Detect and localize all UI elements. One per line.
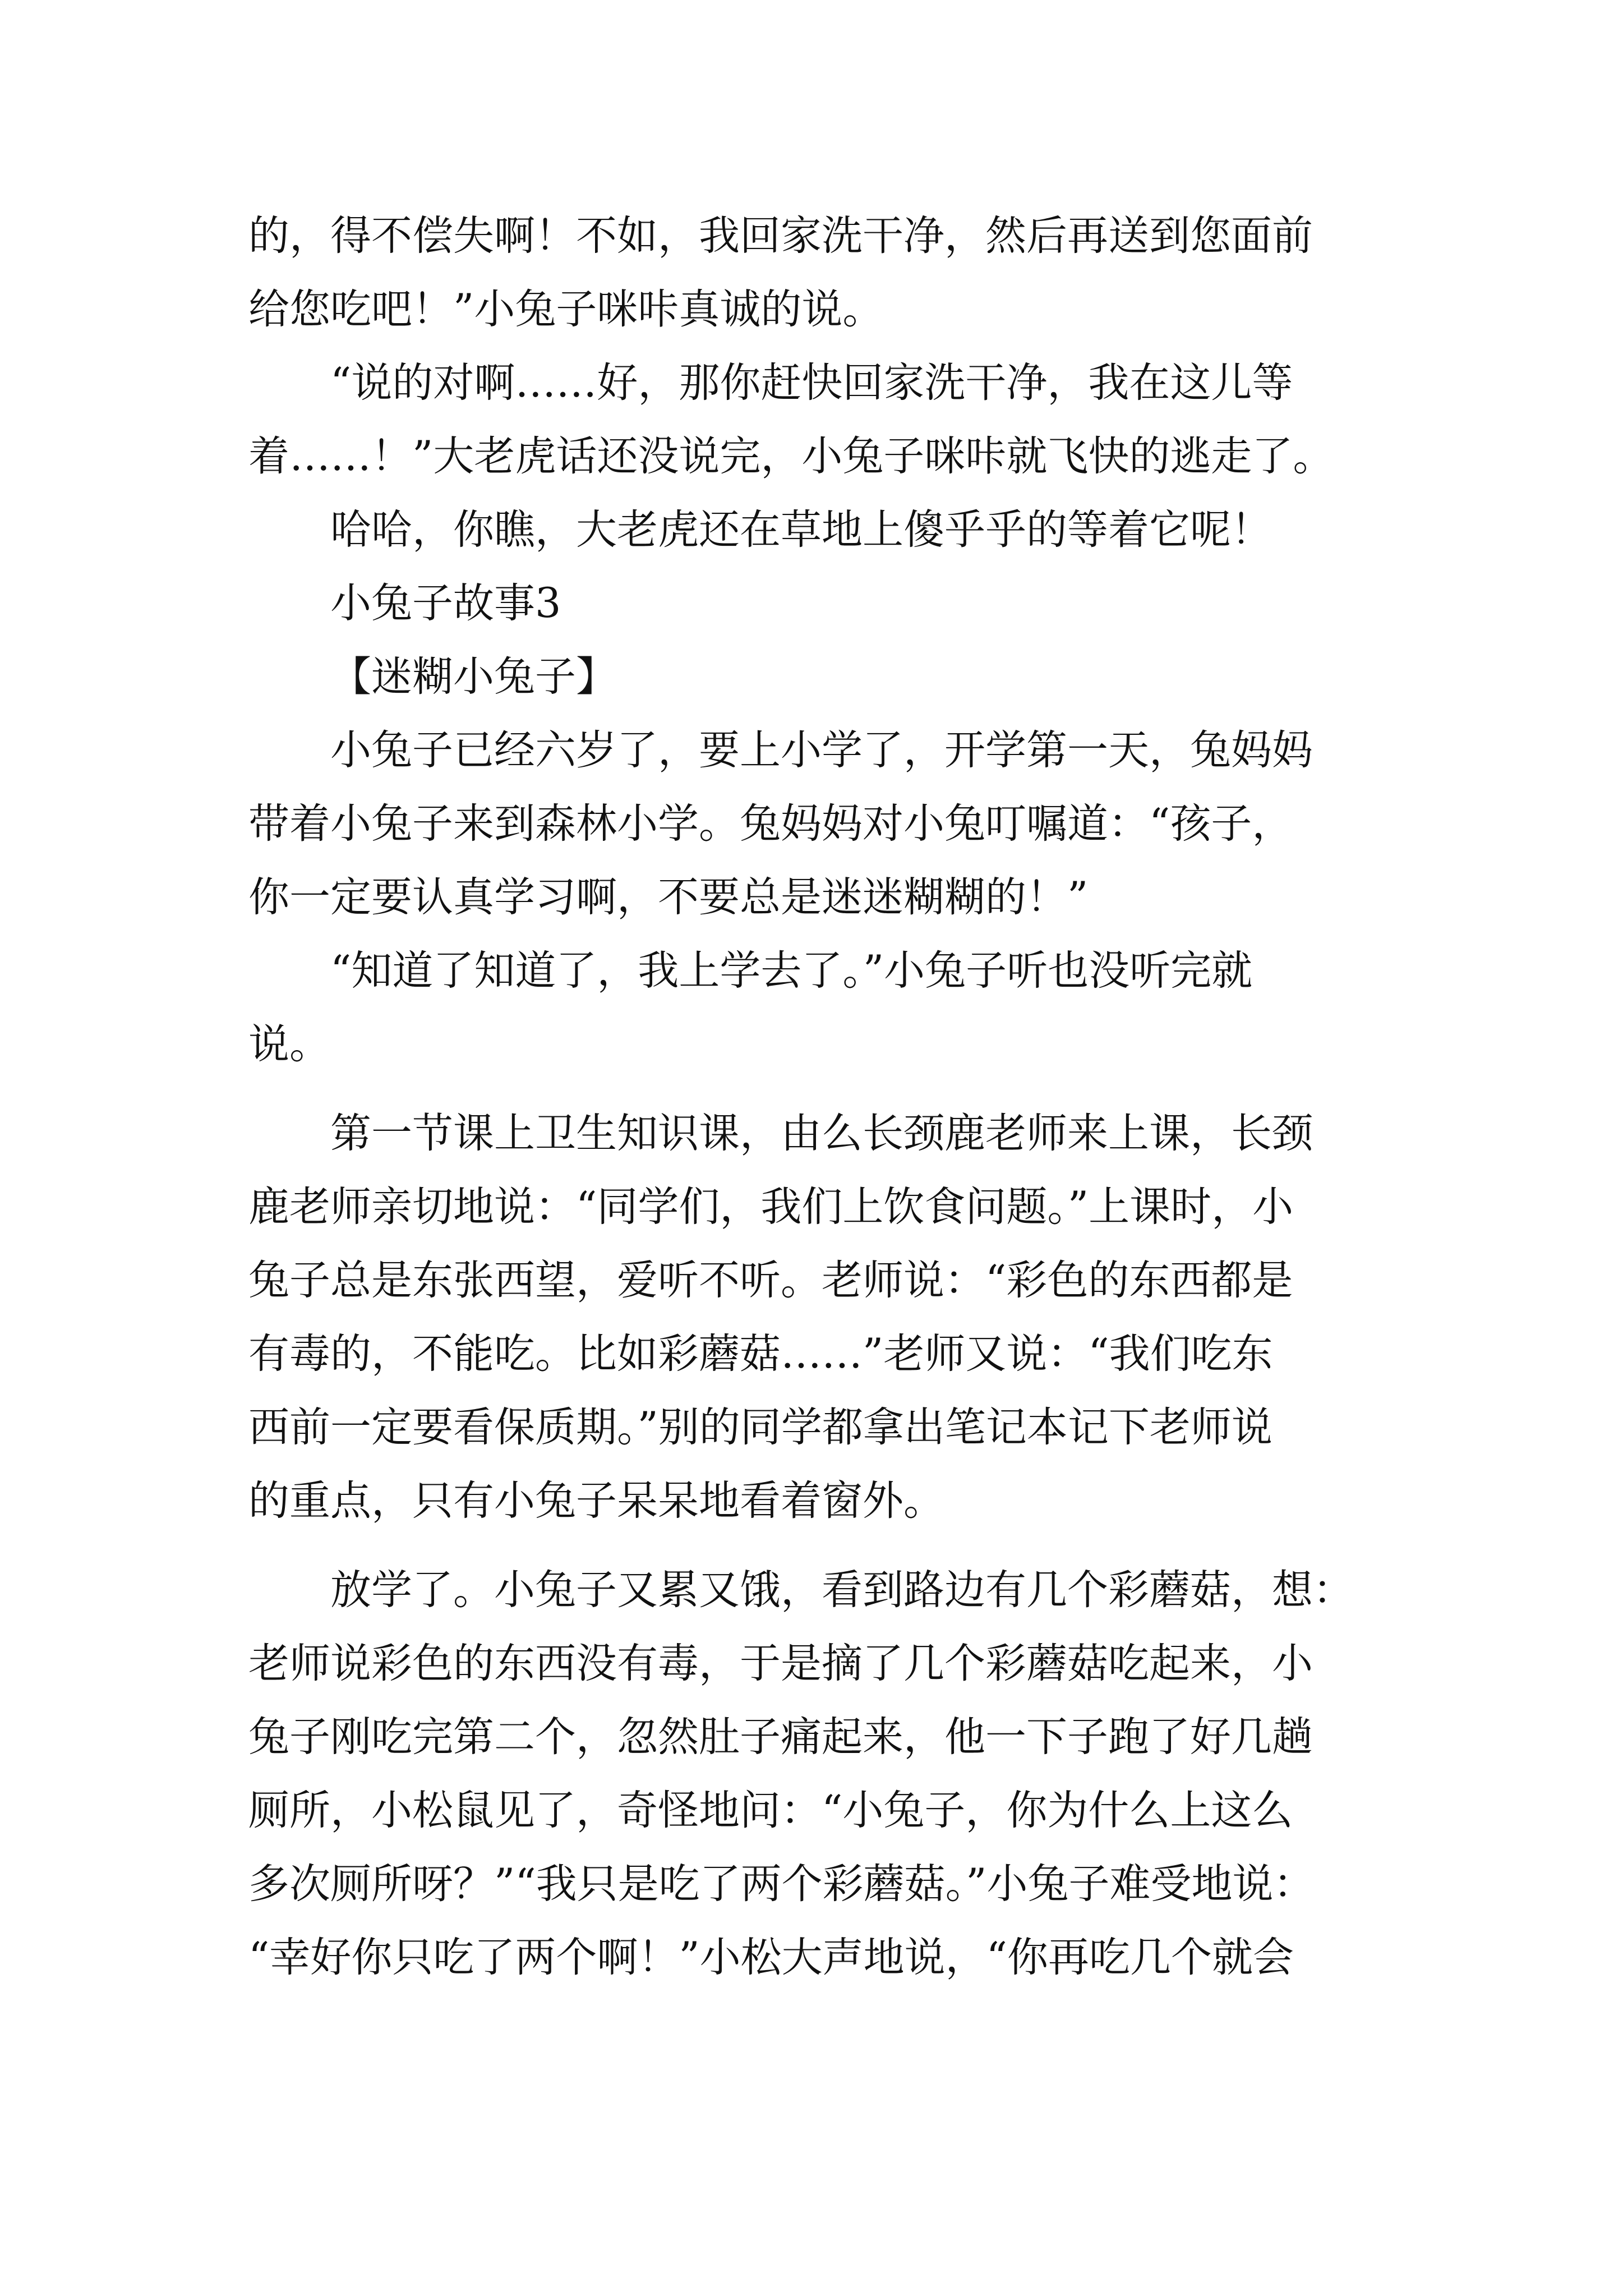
text-line: 兔子刚吃完第二个，忽然肚子痛起来，他一下子跑了好几趟 bbox=[248, 1713, 1313, 1761]
paragraph-1 bbox=[248, 199, 1404, 346]
text-line: 的重点，只有小兔子呆呆地看着窗外。 bbox=[248, 1477, 944, 1525]
text-line: 着……！”大老虎话还没说完，小兔子咪咔就飞快的逃走了。 bbox=[248, 432, 1334, 480]
text-line: 小兔子故事3 bbox=[330, 579, 561, 627]
text-line: 【迷糊小兔子】 bbox=[330, 653, 617, 701]
text-line: “幸好你只吃了两个啊！”小松大声地说，“你再吃几个就会 bbox=[248, 1934, 1294, 1981]
text-line: 的，得不偿失啊！不如，我回家洗干净，然后再送到您面前 bbox=[248, 212, 1313, 260]
text-line: 西前一定要看保质期。”别的同学都拿出笔记本记下老师说 bbox=[248, 1404, 1272, 1451]
text-line: “知道了知道了，我上学去了。”小兔子听也没听完就 bbox=[330, 947, 1253, 995]
text-line: 小兔子已经六岁了，要上小学了，开学第一天，兔妈妈 bbox=[330, 726, 1313, 774]
text-line: “说的对啊……好，那你赶快回家洗干净，我在这儿等 bbox=[330, 359, 1293, 407]
paragraph-7 bbox=[248, 934, 1404, 1081]
text-line: 第一节课上卫生知识课，由么长颈鹿老师来上课，长颈 bbox=[330, 1110, 1313, 1157]
text-line: 哈哈，你瞧，大老虎还在草地上傻乎乎的等着它呢！ bbox=[330, 506, 1272, 554]
text-line: 放学了。小兔子又累又饿，看到路边有几个彩蘑菇，想： bbox=[330, 1566, 1354, 1614]
text-line: 老师说彩色的东西没有毒，于是摘了几个彩蘑菇吃起来，小 bbox=[248, 1640, 1313, 1687]
text-line: 多次厕所呀？”“我只是吃了两个彩蘑菇。”小兔子难受地说： bbox=[248, 1860, 1315, 1908]
document-body bbox=[248, 199, 1404, 1994]
paragraph-9 bbox=[248, 1553, 1404, 1994]
story-heading bbox=[248, 567, 1404, 640]
text-line: 有毒的，不能吃。比如彩蘑菇……”老师又说：“我们吃东 bbox=[248, 1330, 1273, 1378]
paragraph-2 bbox=[248, 346, 1404, 493]
paragraph-3 bbox=[248, 493, 1404, 567]
text-line: 给您吃吧！”小兔子咪咔真诚的说。 bbox=[248, 286, 884, 333]
story-title bbox=[248, 640, 1404, 714]
text-line: 你一定要认真学习啊，不要总是迷迷糊糊的！” bbox=[248, 873, 1089, 921]
text-line: 厕所，小松鼠见了，奇怪地问：“小兔子，你为什么上这么 bbox=[248, 1787, 1293, 1834]
paragraph-6 bbox=[248, 714, 1404, 934]
text-line: 鹿老师亲切地说：“同学们，我们上饮食问题。”上课时，小 bbox=[248, 1183, 1294, 1231]
text-line: 带着小兔子来到森林小学。兔妈妈对小兔叮嘱道：“孩子， bbox=[248, 800, 1293, 848]
paragraph-8 bbox=[248, 1097, 1404, 1538]
text-line: 兔子总是东张西望，爱听不听。老师说：“彩色的东西都是 bbox=[248, 1257, 1293, 1304]
text-line: 说。 bbox=[248, 1020, 330, 1068]
